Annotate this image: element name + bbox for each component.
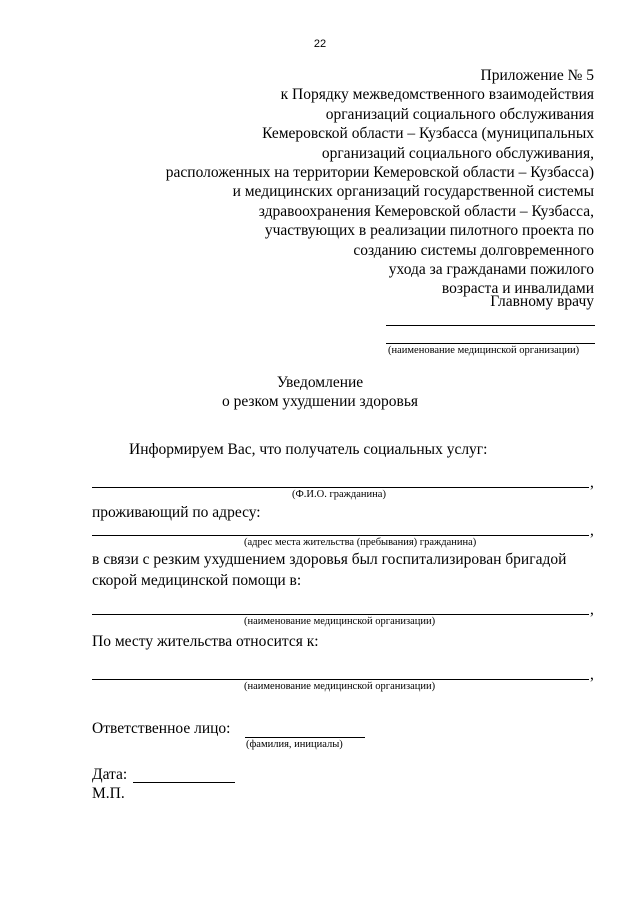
appendix-line: здравоохранения Кемеровской области – Кузбасса, bbox=[258, 202, 594, 220]
appendix-line: и медицинских организаций государственной системы bbox=[232, 183, 594, 201]
med-org-line-1 bbox=[92, 614, 589, 615]
notice-title bbox=[0, 373, 640, 411]
responsible-caption: (фамилия, инициалы) bbox=[246, 739, 343, 750]
appendix-line: организаций социального обслуживания bbox=[325, 105, 594, 123]
comma: , bbox=[590, 601, 594, 618]
appendix-line: ухода за гражданами пожилого bbox=[388, 261, 594, 279]
appendix-line: к Порядку межведомственного взаимодействия bbox=[280, 86, 594, 104]
address-caption: (адрес места жительства (пребывания) гражданина) bbox=[244, 537, 477, 548]
med-org-caption-2: (наименование медицинской организации) bbox=[244, 681, 436, 692]
addressee-line-1 bbox=[386, 325, 595, 326]
address-line bbox=[92, 535, 589, 536]
responsible-label: Ответственное лицо: bbox=[92, 720, 231, 737]
appendix-header bbox=[154, 66, 594, 299]
appendix-line: Кемеровской области – Кузбасса (муниципальных bbox=[262, 125, 594, 143]
comma: , bbox=[590, 522, 594, 539]
page-number: 22 bbox=[313, 38, 327, 50]
fio-caption: (Ф.И.О. гражданина) bbox=[292, 489, 386, 500]
title-line-1: Уведомление bbox=[276, 374, 364, 391]
comma: , bbox=[590, 474, 594, 491]
appendix-line: участвующих в реализации пилотного проекта по bbox=[264, 222, 594, 240]
appendix-line: расположенных на территории Кемеровской области – Кузбасса) bbox=[165, 164, 594, 182]
title-line-2: о резком ухудшении здоровья bbox=[221, 393, 419, 410]
date-line bbox=[133, 782, 235, 783]
addressee-line-2 bbox=[386, 343, 595, 344]
residence-relates-text: По месту жительства относится к: bbox=[92, 633, 319, 650]
appendix-line: возраста и инвалидами bbox=[441, 280, 594, 298]
hospitalized-text-2: скорой медицинской помощи в: bbox=[92, 572, 302, 589]
residing-text: проживающий по адресу: bbox=[92, 504, 261, 521]
med-org-caption-1: (наименование медицинской организации) bbox=[244, 616, 436, 627]
stamp-label: М.П. bbox=[92, 785, 125, 802]
appendix-line: созданию системы долговременного bbox=[353, 241, 594, 259]
fio-line bbox=[92, 487, 589, 488]
comma: , bbox=[590, 666, 594, 683]
date-label: Дата: bbox=[92, 766, 128, 783]
intro-text: Информируем Вас, что получатель социальных услуг: bbox=[129, 441, 488, 458]
responsible-line bbox=[245, 737, 365, 738]
appendix-line: Приложение № 5 bbox=[480, 67, 594, 84]
addressee-caption: (наименование медицинской организации) bbox=[388, 345, 580, 356]
addressee-label: Главному врачу bbox=[490, 293, 594, 310]
hospitalized-text-1: в связи с резким ухудшением здоровья был госпитализирован бригадой bbox=[92, 551, 567, 568]
appendix-line: организаций социального обслуживания, bbox=[321, 144, 594, 162]
med-org-line-2 bbox=[92, 679, 589, 680]
